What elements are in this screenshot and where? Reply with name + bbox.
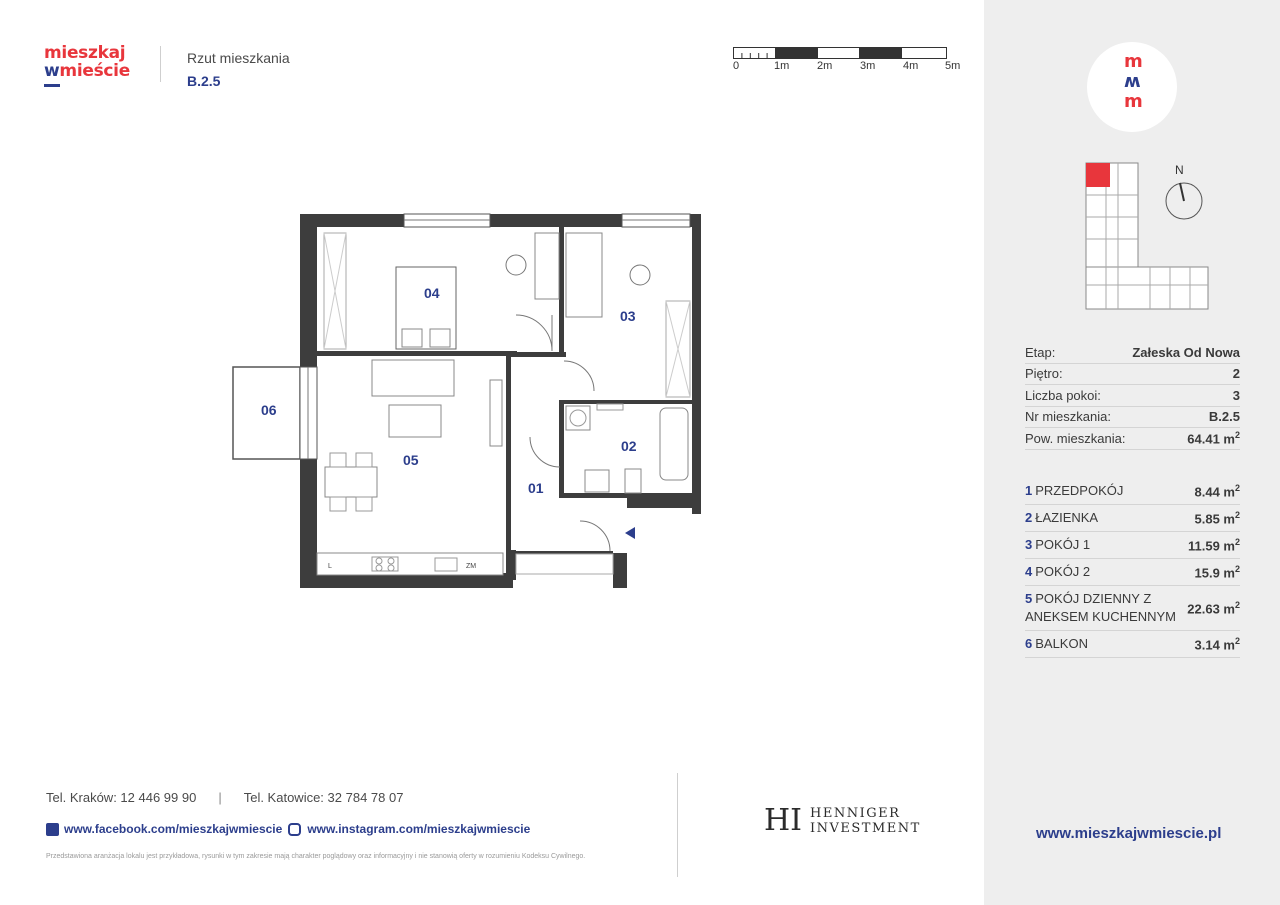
room-area-value: 5.85 m	[1194, 511, 1235, 527]
room-row	[1025, 532, 1240, 559]
brand-logo[interactable]	[44, 44, 144, 87]
room-area-sup: 2	[1234, 599, 1240, 610]
wall-right	[692, 214, 701, 514]
logo-w: w	[44, 61, 60, 81]
room-label-03: 03	[620, 308, 636, 324]
info-row	[1025, 407, 1240, 429]
badge-letter: m	[1124, 51, 1143, 72]
fixture-label-l: L	[328, 563, 332, 570]
floor-plan	[220, 205, 720, 605]
phone-katowice[interactable]: Tel. Katowice: 32 784 78 07	[243, 790, 404, 805]
brand-badge	[1087, 42, 1177, 132]
room-area-sup: 2	[1234, 563, 1240, 574]
scale-labels	[733, 60, 973, 74]
room-area	[1195, 636, 1241, 652]
room-row	[1025, 505, 1240, 532]
logo-line1: mieszkaj	[44, 43, 126, 63]
room-name: POKÓJ 2	[1035, 564, 1091, 579]
contact-separator: |	[218, 790, 222, 805]
info-row	[1025, 385, 1240, 407]
room-number: 4	[1025, 564, 1033, 579]
contact-phones	[46, 790, 403, 805]
area-value: 64.41 m	[1187, 431, 1235, 447]
room-name: POKÓJ DZIENNY Z ANEKSEM KUCHENNYM	[1025, 591, 1176, 624]
scale-label: 2m	[817, 60, 833, 72]
room-name: ŁAZIENKA	[1035, 510, 1099, 525]
room-list	[1025, 478, 1240, 658]
room-row	[1025, 631, 1240, 658]
phone-krakow[interactable]: Tel. Kraków: 12 446 99 90	[46, 790, 197, 805]
room-number: 2	[1025, 510, 1033, 525]
info-label: Etap:	[1025, 344, 1056, 360]
info-row	[1025, 364, 1240, 386]
footer-divider	[677, 773, 678, 877]
scale-label: 3m	[860, 60, 876, 72]
scale-bar	[733, 46, 947, 58]
room-number: 3	[1025, 537, 1033, 552]
room-name: POKÓJ 1	[1035, 537, 1091, 552]
room-area-value: 8.44 m	[1194, 484, 1235, 500]
area-unit-sup: 2	[1234, 430, 1240, 441]
room-area-sup: 2	[1234, 635, 1240, 646]
facebook-link[interactable]: www.facebook.com/mieszkajwmiescie	[64, 822, 283, 836]
info-row	[1025, 428, 1240, 450]
scale-label: 5m	[945, 60, 961, 72]
instagram-icon[interactable]	[288, 823, 301, 836]
info-label: Pow. mieszkania:	[1025, 430, 1126, 446]
room-area-sup: 2	[1234, 482, 1240, 493]
room-label-06: 06	[261, 402, 277, 418]
room-area	[1187, 600, 1240, 616]
wall-bottom-right	[613, 553, 627, 588]
room-area-value: 11.59 m	[1187, 538, 1235, 554]
fixture-label-zm: ZM	[466, 563, 477, 570]
room-area	[1195, 483, 1241, 499]
plan-code: B.2.5	[187, 73, 221, 89]
sidebar	[984, 0, 1280, 905]
room-name: PRZEDPOKÓJ	[1035, 483, 1124, 498]
room-row	[1025, 559, 1240, 586]
wall-right-step	[627, 498, 701, 508]
room-label-02: 02	[621, 438, 637, 454]
logo-rest: mieście	[59, 61, 130, 81]
apartment-info	[1025, 342, 1240, 450]
key-plan-drawing	[1080, 155, 1220, 315]
badge-letter: w	[1124, 72, 1141, 93]
room-label-01: 01	[528, 480, 544, 496]
investor-logo	[764, 803, 921, 838]
room-area	[1188, 537, 1240, 553]
info-value: 2	[1232, 366, 1240, 382]
info-row	[1025, 342, 1240, 364]
social-links	[46, 822, 530, 836]
scale-label: 0	[733, 60, 740, 72]
info-value: Załeska Od Nowa	[1132, 344, 1240, 360]
investor-monogram: HI	[764, 803, 803, 838]
instagram-link[interactable]: www.instagram.com/mieszkajwmiescie	[307, 822, 531, 836]
header-divider	[160, 46, 161, 82]
scale-label: 1m	[774, 60, 790, 72]
info-label: Liczba pokoi:	[1025, 387, 1101, 403]
room-area	[1195, 564, 1241, 580]
room-row	[1025, 586, 1240, 631]
room-area-sup: 2	[1234, 536, 1240, 547]
logo-line2	[44, 62, 144, 80]
room-number: 5	[1025, 591, 1033, 606]
investor-name-line1: HENNIGER	[810, 806, 901, 821]
info-value: B.2.5	[1208, 409, 1240, 425]
logo-underline	[44, 84, 60, 87]
info-value: 3	[1232, 387, 1240, 403]
room-label-04: 04	[424, 285, 440, 301]
info-label: Nr mieszkania:	[1025, 409, 1111, 425]
investor-name-line2: INVESTMENT	[810, 821, 921, 836]
disclaimer: Przedstawiona aranżacja lokalu jest przykładowa, rysunki w tym zakresie mają charakter poglądowy oraz informacyjny i nie stanowią oferty w rozumieniu Kodeksu Cywilnego.	[46, 853, 586, 860]
room-area-sup: 2	[1234, 509, 1240, 520]
website-link[interactable]: www.mieszkajwmiescie.pl	[1036, 825, 1222, 842]
room-area-value: 22.63 m	[1187, 601, 1235, 617]
room-number: 6	[1025, 636, 1033, 651]
room-area-value: 3.14 m	[1194, 637, 1235, 653]
facebook-icon[interactable]	[46, 823, 59, 836]
apartment-highlight	[1086, 163, 1110, 187]
room-number: 1	[1025, 483, 1033, 498]
info-value	[1187, 430, 1240, 446]
room-name: BALKON	[1035, 636, 1088, 651]
info-label: Piętro:	[1025, 366, 1063, 382]
floor-plan-drawing	[220, 205, 720, 605]
room-row	[1025, 478, 1240, 505]
room-area-value: 15.9 m	[1194, 565, 1235, 581]
building-key-plan	[1080, 155, 1220, 315]
scale-bar-graphic	[733, 47, 947, 59]
badge-letter: m	[1124, 91, 1143, 112]
north-label: N	[1175, 163, 1184, 177]
room-label-05: 05	[403, 452, 419, 468]
plan-title: Rzut mieszkania	[187, 50, 290, 66]
room-area	[1195, 510, 1241, 526]
scale-label: 4m	[903, 60, 919, 72]
